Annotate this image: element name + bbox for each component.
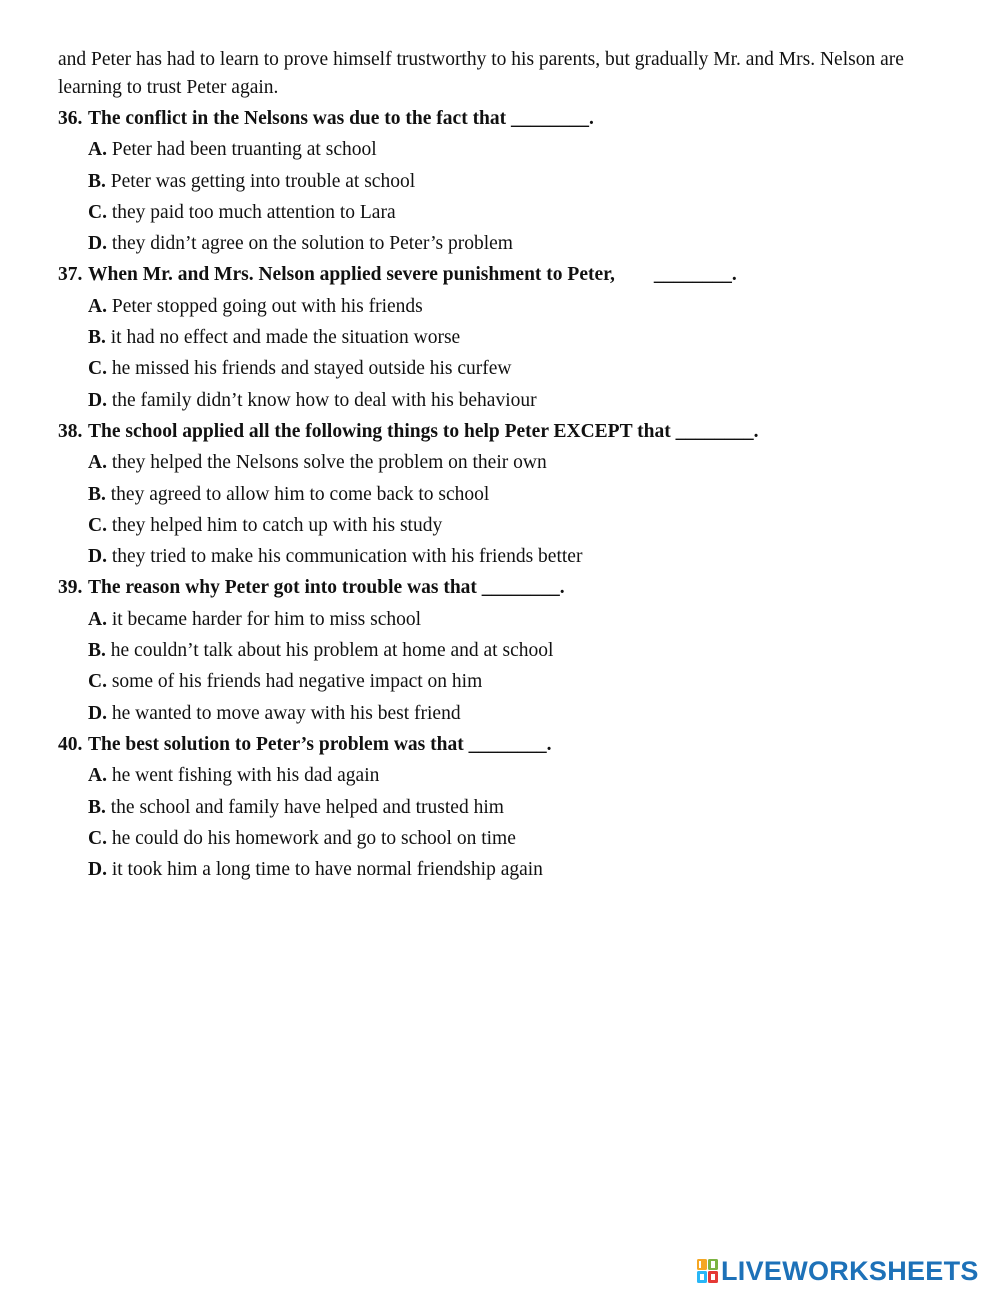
option-letter: C. xyxy=(88,671,107,693)
option-letter: A. xyxy=(88,295,107,317)
question-stem xyxy=(58,729,958,760)
option-letter: D. xyxy=(88,233,107,255)
option-d xyxy=(58,854,958,885)
question-number: 40. xyxy=(58,733,83,755)
option-text: they helped the Nelsons solve the problem on their own xyxy=(111,452,547,474)
option-b xyxy=(58,479,958,510)
option-text: Peter stopped going out with his friends xyxy=(111,295,423,317)
question-text: The conflict in the Nelsons was due to the fact that ________. xyxy=(88,108,594,129)
question-stem xyxy=(58,259,958,290)
option-text: Peter was getting into trouble at school xyxy=(110,170,416,192)
option-text: Peter had been truanting at school xyxy=(111,139,377,161)
option-text: it took him a long time to have normal friendship again xyxy=(111,859,543,881)
option-letter: A. xyxy=(88,139,107,161)
option-b xyxy=(58,635,958,666)
option-text: he could do his homework and go to school on time xyxy=(111,827,516,849)
option-letter: D. xyxy=(88,702,107,724)
option-c xyxy=(58,666,958,697)
question-text: When Mr. and Mrs. Nelson applied severe punishment to Peter, ________. xyxy=(88,264,737,286)
option-letter: D. xyxy=(88,546,107,568)
option-letter: B. xyxy=(88,640,106,662)
option-letter: A. xyxy=(88,608,107,630)
option-c xyxy=(58,510,958,541)
option-letter: B. xyxy=(88,796,106,818)
option-text: it became harder for him to miss school xyxy=(111,608,422,630)
option-c xyxy=(58,353,958,384)
option-text: he missed his friends and stayed outside his curfew xyxy=(111,358,512,380)
option-a xyxy=(58,604,958,635)
question-text: The best solution to Peter’s problem was that ________. xyxy=(88,733,552,755)
question-number: 37. xyxy=(58,264,83,286)
option-text: they agreed to allow him to come back to school xyxy=(110,483,490,505)
option-letter: B. xyxy=(88,327,106,349)
option-letter: A. xyxy=(88,765,107,787)
option-letter: C. xyxy=(88,358,107,380)
option-b xyxy=(58,166,958,197)
option-a xyxy=(58,134,958,165)
option-letter: A. xyxy=(88,452,107,474)
question-38 xyxy=(58,416,958,572)
option-letter: D. xyxy=(88,859,107,881)
option-letter: B. xyxy=(88,170,106,192)
option-text: the family didn’t know how to deal with his behaviour xyxy=(111,389,537,411)
option-letter: D. xyxy=(88,389,107,411)
question-number: 36. xyxy=(58,108,83,129)
option-b xyxy=(58,322,958,353)
question-text: The reason why Peter got into trouble was that ________. xyxy=(88,577,565,599)
option-c xyxy=(58,823,958,854)
question-stem xyxy=(58,416,958,447)
option-text: he went fishing with his dad again xyxy=(111,765,380,787)
option-text: they didn’t agree on the solution to Peter’s problem xyxy=(111,233,513,255)
option-text: they tried to make his communication with his friends better xyxy=(111,546,583,568)
option-d xyxy=(58,228,958,259)
option-letter: C. xyxy=(88,201,107,223)
option-text: it had no effect and made the situation worse xyxy=(110,327,461,349)
question-number: 38. xyxy=(58,420,83,442)
question-39 xyxy=(58,572,958,728)
liveworksheets-logo-icon xyxy=(697,1258,719,1284)
option-letter: B. xyxy=(88,483,106,505)
liveworksheets-logo-text: LIVEWORKSHEETS xyxy=(721,1256,979,1286)
question-list xyxy=(58,103,958,885)
option-d xyxy=(58,385,958,416)
option-letter: C. xyxy=(88,827,107,849)
question-37 xyxy=(58,259,958,415)
option-d xyxy=(58,541,958,572)
option-text: some of his friends had negative impact on him xyxy=(111,671,483,693)
option-a xyxy=(58,447,958,478)
question-40 xyxy=(58,729,958,885)
option-text: they helped him to catch up with his study xyxy=(111,514,443,536)
question-36 xyxy=(58,103,958,259)
option-letter: C. xyxy=(88,514,107,536)
option-a xyxy=(58,291,958,322)
option-text: he couldn’t talk about his problem at home and at school xyxy=(110,640,554,662)
question-text: The school applied all the following things to help Peter EXCEPT that ________. xyxy=(88,420,759,442)
option-a xyxy=(58,760,958,791)
option-b xyxy=(58,792,958,823)
option-text: he wanted to move away with his best friend xyxy=(111,702,461,724)
option-text: the school and family have helped and trusted him xyxy=(110,796,504,818)
question-stem xyxy=(58,103,958,134)
option-text: they paid too much attention to Lara xyxy=(111,201,396,223)
liveworksheets-logo xyxy=(697,1256,979,1286)
intro-paragraph: and Peter has had to learn to prove himself trustworthy to his parents, but gradually Mr. and Mrs. Nelson are learning to trust Peter again. xyxy=(58,49,904,98)
option-c xyxy=(58,197,958,228)
option-d xyxy=(58,698,958,729)
question-stem xyxy=(58,572,958,603)
question-number: 39. xyxy=(58,577,83,599)
